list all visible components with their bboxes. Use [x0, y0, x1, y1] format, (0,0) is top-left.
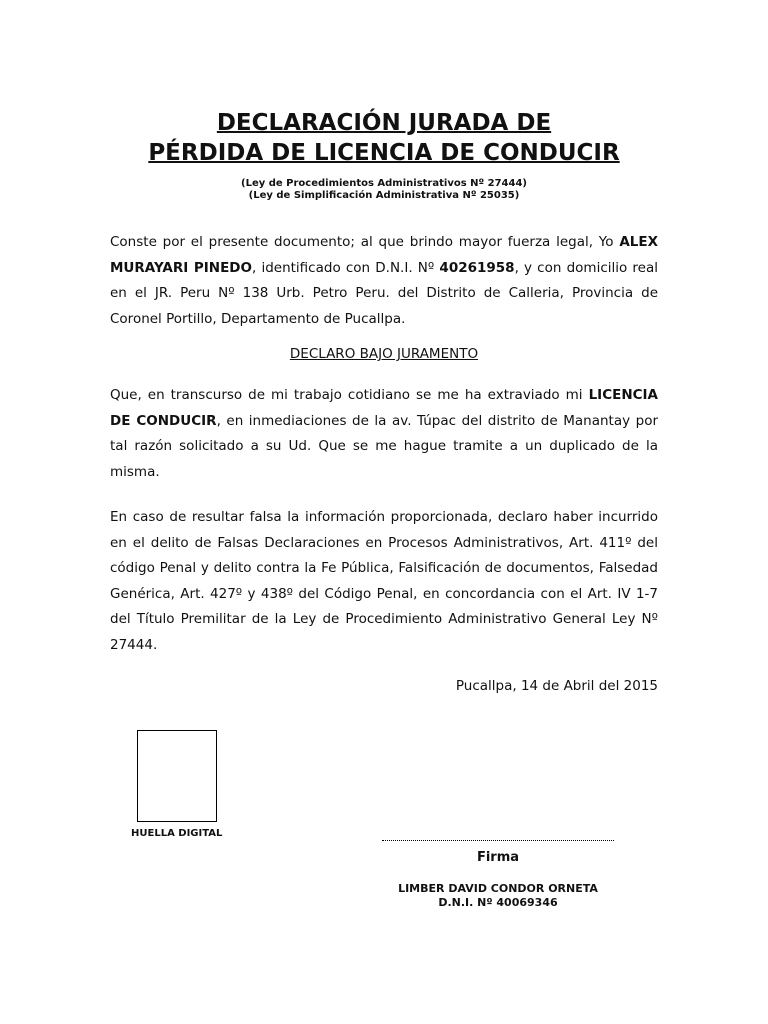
p1-text-b: , identificado con D.N.I. Nº — [252, 259, 440, 276]
title-text-1: DECLARACIÓN JURADA DE — [216, 110, 552, 136]
document-title-line-2 — [0, 138, 768, 168]
document-title-line-1 — [0, 108, 768, 138]
declarant-name: ALEX MURAYARI PINEDO — [110, 234, 658, 276]
legal-warning-paragraph: En caso de resultar falsa la información proporcionada, declaro haber incurrido en el delito de Falsas Declaraciones en Procesos Administrativos, Art. 411º del código Penal y delito contra la Fe Pública, Falsificación de documentos, Falsedad Genérica, Art. 427º y 438º del Código Penal, en concordancia con el Art. IV 1-7 del Título Premilitar de la Ley de Procedimiento Administrativo General Ley Nº 27444. — [110, 509, 658, 653]
declarant-dni: 40261958 — [439, 259, 515, 276]
signature-line — [382, 840, 614, 841]
law-reference-1: (Ley de Procedimientos Administrativos Nº 27444) — [241, 178, 527, 189]
signer-dni: D.N.I. Nº 40069346 — [438, 896, 558, 909]
p2-text-a: Que, en transcurso de mi trabajo cotidiano se me ha extraviado mi — [110, 387, 589, 403]
p1-text-a: Conste por el presente documento; al que brindo mayor fuerza legal, Yo — [110, 234, 620, 250]
law-reference-2: (Ley de Simplificación Administrativa Nº 25035) — [248, 190, 520, 201]
p1-text-c: , y con domicilio real en el JR. Peru Nº 138 Urb. Petro Peru. del Distrito de Calleria, Provincia de Coronel Portillo, Departamento de Pucallpa. — [110, 259, 658, 327]
signature-label: Firma — [476, 850, 520, 865]
signer-block — [370, 882, 626, 910]
fingerprint-box — [137, 730, 217, 822]
declarant-paragraph — [110, 230, 658, 332]
fingerprint-label: HUELLA DIGITAL — [131, 828, 223, 839]
title-text-2: PÉRDIDA DE LICENCIA DE CONDUCIR — [148, 140, 620, 166]
declaration-heading: DECLARO BAJO JURAMENTO — [289, 346, 479, 362]
license-label: LICENCIA DE CONDUCIR — [110, 387, 658, 429]
loss-paragraph — [110, 383, 658, 485]
signer-name: LIMBER DAVID CONDOR ORNETA — [398, 882, 598, 895]
place-and-date: Pucallpa, 14 de Abril del 2015 — [455, 678, 658, 694]
p2-text-b: , en inmediaciones de la av. Túpac del distrito de Manantay por tal razón solicitado a su Ud. Que se me hague tramite a un duplicado de la misma. — [110, 412, 659, 480]
